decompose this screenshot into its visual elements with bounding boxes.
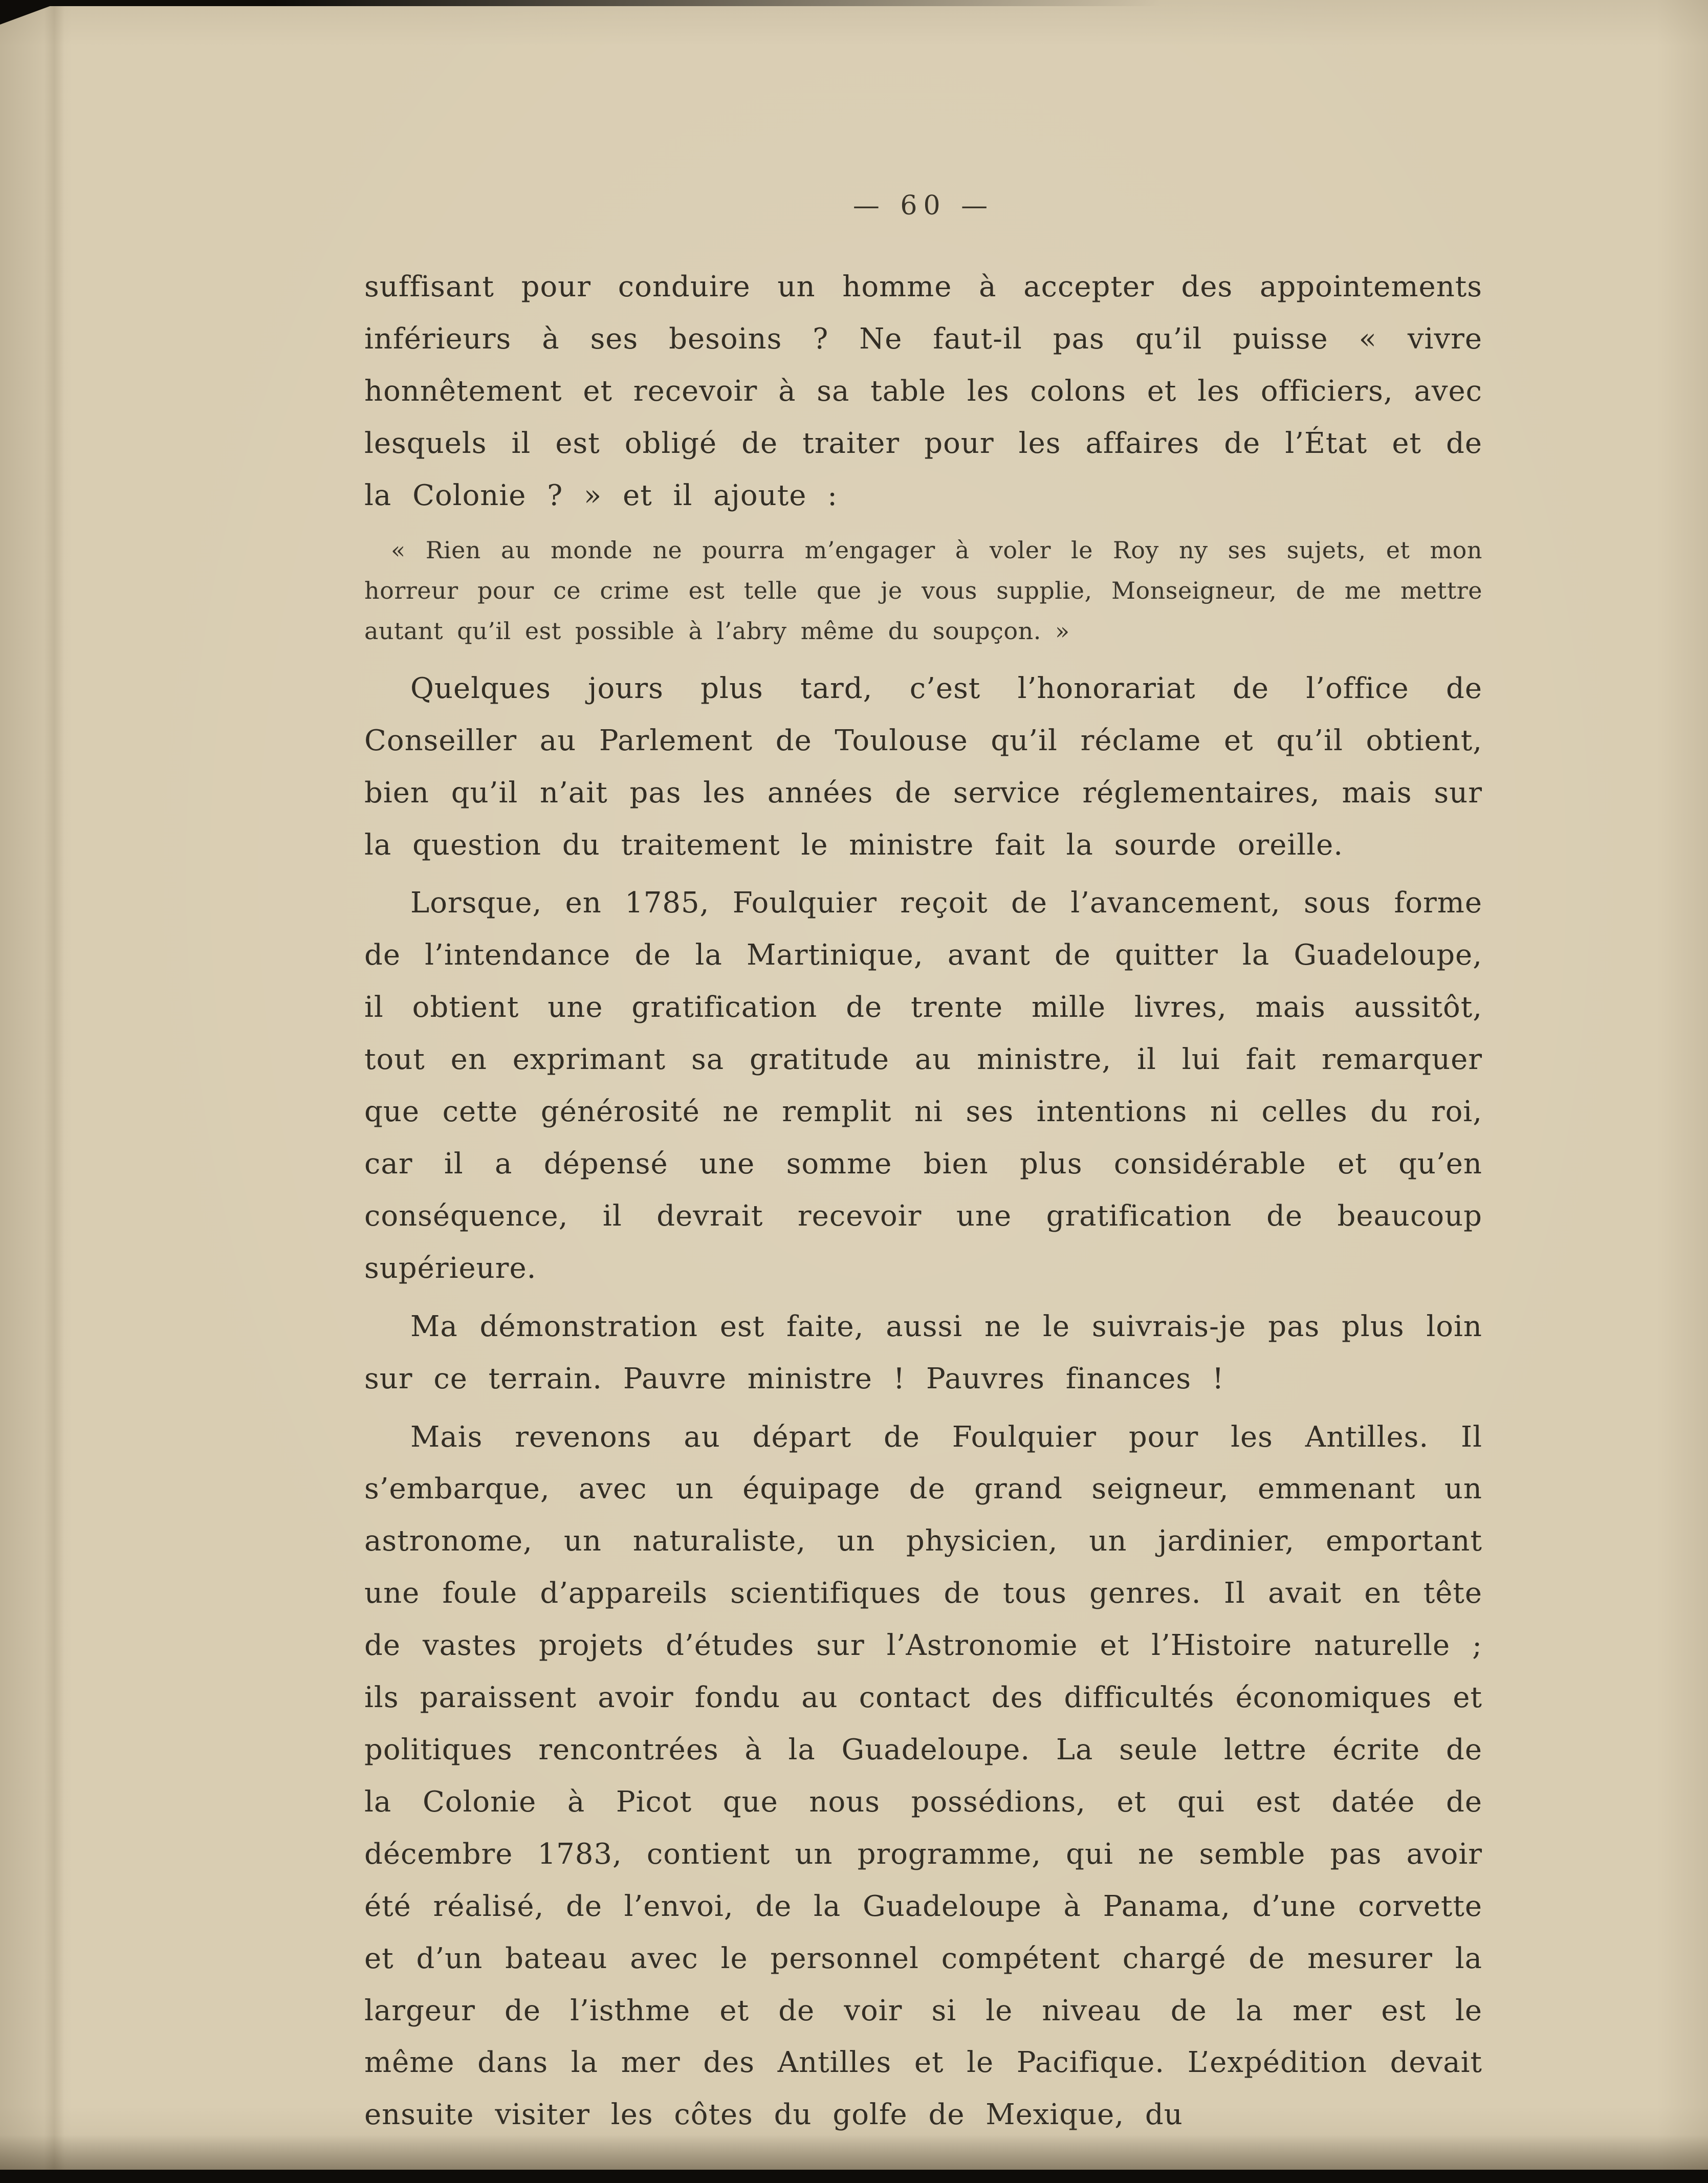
paragraph: Quelques jours plus tard, c’est l’honorariat de l’office de Conseiller au Parlement de Toulouse qu’il réclame et qu’il obtient, bien qu’il n’ait pas les années de service réglementaires, mais sur la question du traitement le ministre fait la sourde oreille. bbox=[364, 671, 1482, 862]
scan-edge-bottom bbox=[0, 2170, 1708, 2183]
scan-bottom-shadow bbox=[0, 2135, 1708, 2171]
paragraph: Mais revenons au départ de Foulquier pour les Antilles. Il s’embarque, avec un équipage de grand seigneur, emmenant un astronome, un naturaliste, un physicien, un jardinier, emportant une foule d’appareils scientifiques de tous genres. Il avait en tête de vastes projets d’études sur l’Astronomie et l’Histoire naturelle ; ils paraissent avoir fondu au contact des difficultés économiques et politiques rencontrées à la Guadeloupe. La seule lettre écrite de la Colonie à Picot que nous possédions, et qui est datée de décembre 1783, contient un programme, qui ne semble pas avoir été réalisé, de l’envoi, de la Guadeloupe à Panama, d’une corvette et d’un bateau avec le personnel compétent chargé de mesurer la largeur de l’isthme et de voir si le niveau de la mer est le même dans la mer des Antilles et le Pacifique. L’expédition devait ensuite visiter les côtes du golfe de Mexique, du bbox=[364, 1420, 1482, 2132]
paragraph: Lorsque, en 1785, Foulquier reçoit de l’avancement, sous forme de l’intendance de la Martinique, avant de quitter la Guadeloupe, il obtient une gratification de trente mille livres, mais aussitôt, tout en exprimant sa gratitude au ministre, il lui fait remarquer que cette générosité ne remplit ni ses intentions ni celles du roi, car il a dépensé une somme bien plus considérable et qu’en conséquence, il devrait recevoir une gratification de beaucoup supérieure. bbox=[364, 886, 1482, 1285]
paragraph-continuation: suffisant pour conduire un homme à accepter des appointements inférieurs à ses besoins ? Ne faut-il pas qu’il puisse « vivre honnêtement et recevoir à sa table les colons et les officiers, avec lesquels il est obligé de traiter pour les affaires de l’État et de la Colonie ? » et il ajoute : bbox=[364, 270, 1482, 512]
paragraph: Ma démonstration est faite, aussi ne le suivrais-je pas plus loin sur ce terrain. Pauvre ministre ! Pauvres finances ! bbox=[364, 1309, 1482, 1395]
block-quote: « Rien au monde ne pourra m’engager à voler le Roy ny ses sujets, et mon horreur pour ce crime est telle que je vous supplie, Monseigneur, de me mettre autant qu’il est possible à l’abry même du soupçon. » bbox=[364, 536, 1482, 645]
page-fold-shadow bbox=[44, 0, 64, 2183]
page-number: — 60 — bbox=[852, 190, 994, 221]
text-column bbox=[364, 190, 1482, 2141]
scan-edge-top bbox=[0, 0, 1708, 6]
